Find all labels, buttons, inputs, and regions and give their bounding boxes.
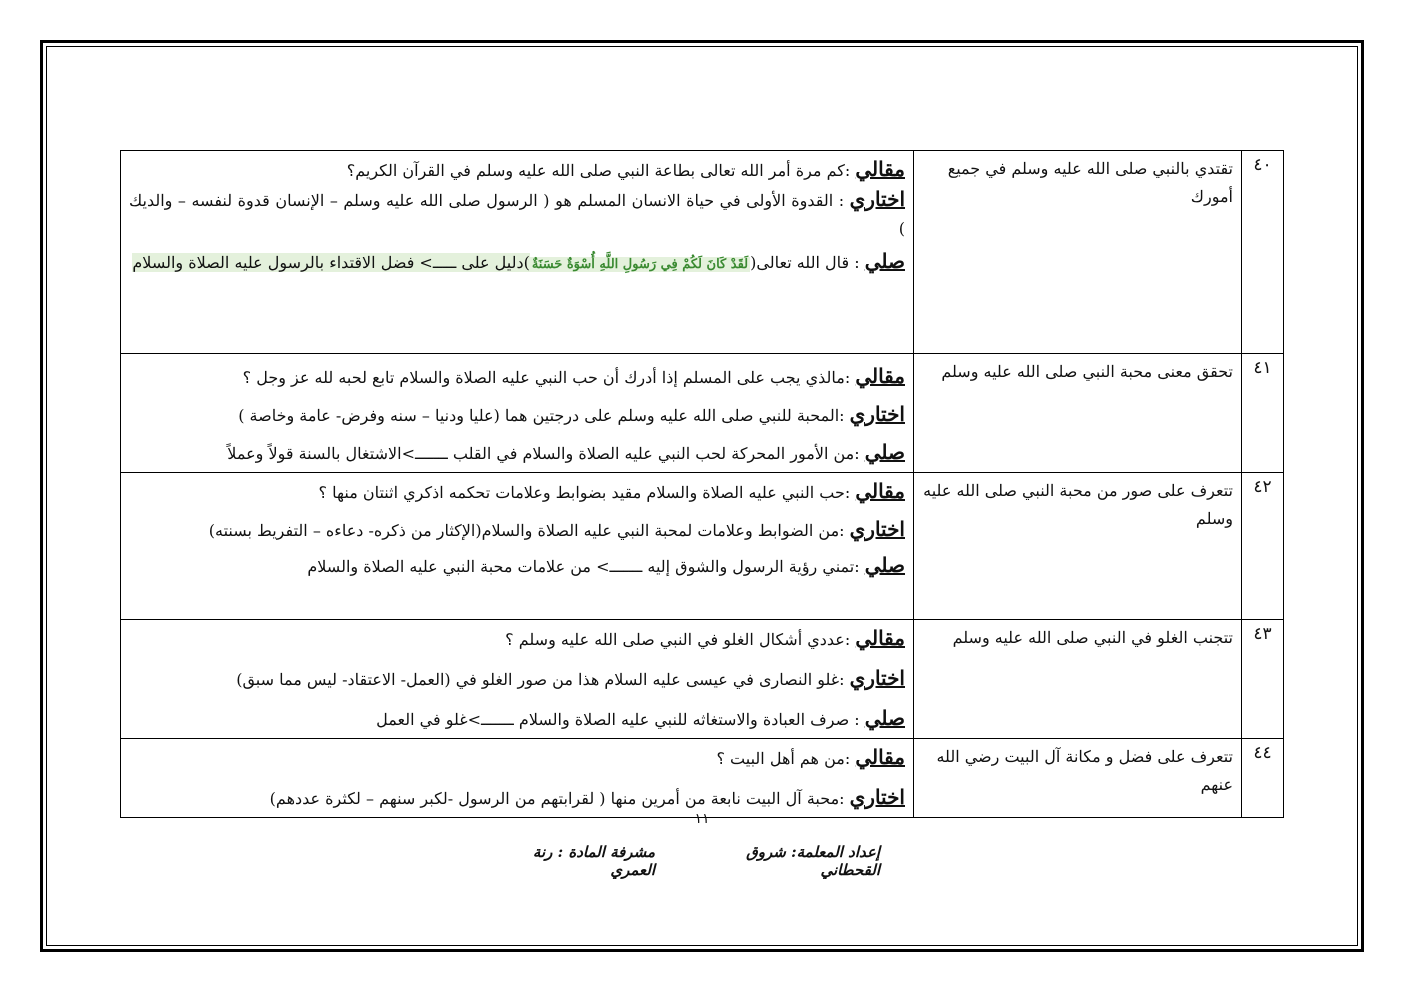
table-row [121,739,1284,818]
questions-cell [121,473,914,620]
questions-cell [121,620,914,739]
match-question [129,247,905,279]
choice-label: اختاري [849,785,905,809]
essay-question [129,743,905,773]
lesson-objective: تحقق معنى محبة النبي صلى الله عليه وسلم [914,354,1242,473]
match-text: :من الأمور المحركة لحب النبي عليه الصلاة والسلام في القلب ـــــــ>الاشتغال بالسنة قولاً وعملاً [227,444,865,463]
footer-supervisor: مشرفة المادة : رنة العمري [532,843,655,879]
essay-question [129,155,905,185]
essay-text: :من هم أهل البيت ؟ [716,749,856,768]
row-number: ٤٣ [1242,620,1284,739]
lesson-objective: تتعرف على فضل و مكانة آل البيت رضي الله عنهم [914,739,1242,818]
match-label: صلي [864,249,905,273]
match-label: صلي [864,553,905,577]
row-number: ٤٢ [1242,473,1284,620]
match-question [129,704,905,734]
match-label: صلي [864,706,905,730]
essay-question [129,624,905,654]
match-question [129,551,905,581]
choice-text: :المحبة للنبي صلى الله عليه وسلم على درجتين هما (عليا ودنيا – سنه وفرض- عامة وخاصة ) [238,406,850,425]
match-text: :تمني رؤية الرسول والشوق إليه ـــــــ> من علامات محبة النبي عليه الصلاة والسلام [307,557,865,576]
match-label: صلي [864,440,905,464]
match-question [129,438,905,468]
footer-prepared-by: إعداد المعلمة: شروق القحطاني [746,843,880,879]
lesson-objective: تتعرف على صور من محبة النبي صلى الله عليه وسلم [914,473,1242,620]
choice-question [129,400,905,430]
page-number: ١١ [694,811,710,827]
questions-cell [121,151,914,354]
match-text-before: : قال الله تعالى( [750,253,865,272]
essay-text: :عددي أشكال الغلو في النبي صلى الله عليه وسلم ؟ [505,630,856,649]
essay-question [129,477,905,507]
row-number: ٤٤ [1242,739,1284,818]
table-row [121,151,1284,354]
choice-label: اختاري [849,517,905,541]
choice-text: :محبة آل البيت نابعة من أمرين منها ( لقرابتهم من الرسول -لكبر سنهم – لكثرة عددهم) [269,789,850,808]
choice-label: اختاري [849,666,905,690]
choice-label: اختاري [849,187,906,211]
choice-text: : القدوة الأولى في حياة الانسان المسلم هو ( الرسول صلى الله عليه وسلم – الإنسان قدوة لنفسه – والديك ) [129,191,905,238]
essay-text: :حب النبي عليه الصلاة والسلام مقيد بضوابط وعلامات تحكمه اذكري اثنتان منها ؟ [318,483,856,502]
essay-label: مقالي [855,364,905,388]
essay-text: :مالذي يجب على المسلم إذا أدرك أن حب النبي عليه الصلاة والسلام تابع لحبه لله عز وجل ؟ [242,368,856,387]
lesson-objective: تقتدي بالنبي صلى الله عليه وسلم في جميع أمورك [914,151,1242,354]
essay-label: مقالي [855,626,905,650]
table-row [121,354,1284,473]
choice-question [129,783,905,813]
choice-text: :من الضوابط وعلامات لمحبة النبي عليه الصلاة والسلام(الإكثار من ذكره- دعاءه – التفريط بسنته) [208,521,850,540]
match-text: : صرف العبادة والاستغاثه للنبي عليه الصلاة والسلام ـــــــ>غلو في العمل [376,710,865,729]
choice-question [129,515,905,545]
questions-cell [121,739,914,818]
lesson-objective: تتجنب الغلو في النبي صلى الله عليه وسلم [914,620,1242,739]
choice-label: اختاري [849,402,905,426]
essay-label: مقالي [855,479,905,503]
lessons-table [120,150,1284,818]
essay-label: مقالي [855,157,905,181]
row-number: ٤١ [1242,354,1284,473]
table-row [121,473,1284,620]
essay-label: مقالي [855,745,905,769]
essay-question [129,362,905,392]
essay-text: :كم مرة أمر الله تعالى بطاعة النبي صلى الله عليه وسلم في القرآن الكريم؟ [346,161,856,180]
match-text-after: )دليل على ـــــ> فضل الاقتداء بالرسول عليه الصلاة والسلام [132,253,530,272]
choice-question [129,185,905,243]
table-row [121,620,1284,739]
choice-text: :غلو النصارى في عيسى عليه السلام هذا من صور الغلو في (العمل- الاعتقاد- ليس مما سبق) [236,670,850,689]
row-number: ٤٠ [1242,151,1284,354]
questions-cell [121,354,914,473]
choice-question [129,664,905,694]
quran-verse: لَقَدْ كَانَ لَكُمْ فِي رَسُولِ اللَّهِ أُسْوَةٌ حَسَنَةٌ [531,257,749,272]
